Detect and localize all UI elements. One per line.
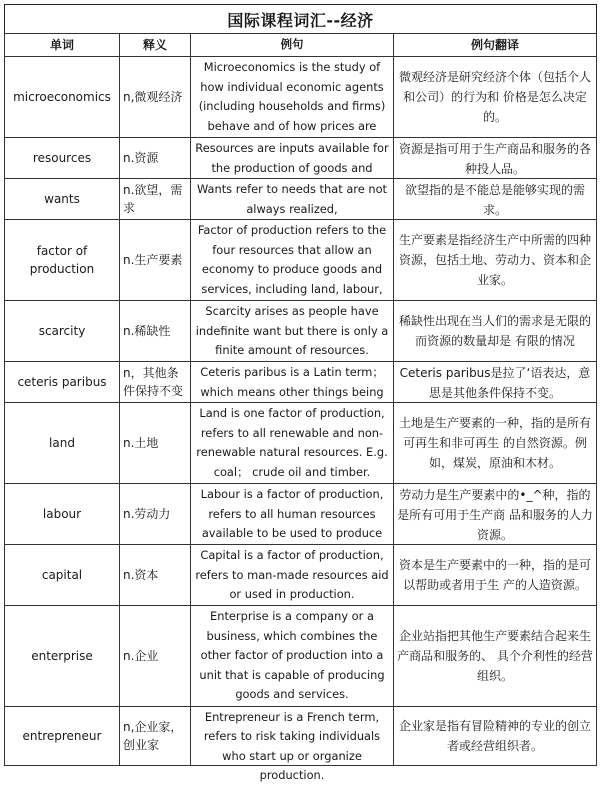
- definition-cell: [120, 403, 191, 484]
- header-translation: 例句翻译: [394, 34, 597, 57]
- table-row: [5, 606, 597, 707]
- table-row: [5, 484, 597, 545]
- translation-cell-text: Ceteris paribus是拉了‘语表达，意思是其他条件保持不变。: [399, 366, 591, 400]
- definition-cell: [120, 484, 191, 545]
- example-cell: [191, 606, 394, 707]
- definition-cell-text: n.资本: [123, 568, 159, 582]
- translation-cell-text: 资源是指可用于生产商品和服务的各种投人品。: [398, 142, 591, 176]
- example-cell: [191, 545, 394, 606]
- word-cell-text: wants: [44, 192, 80, 206]
- definition-cell-text: n.生产要素: [123, 253, 183, 267]
- word-cell: [5, 403, 120, 484]
- example-cell-text: Enterprise is a company or a business, which combines the other factor of production into a unit that is capable of producing goods and services.: [199, 609, 385, 701]
- table-row: [5, 545, 597, 606]
- translation-cell-text: 生产要素是指经济生产中所需的四种资源，包括土地、劳动力、资本和企业家。: [398, 233, 591, 287]
- translation-cell-text: 企业站指把其他生产要素结合起来生产商品和服务的、 具个介利性的经营组织。: [397, 628, 593, 683]
- translation-cell: [394, 138, 597, 179]
- example-cell: [191, 706, 394, 782]
- translation-cell-text: 资本是生产要素中的一种，指的是可以帮助或者用于生 产的人造资源。: [398, 558, 591, 592]
- definition-cell-text: n.资源: [123, 151, 159, 165]
- translation-cell: [394, 403, 597, 484]
- translation-cell: [394, 57, 597, 138]
- translation-cell-text: 土地是生产要素的一种，指的是所有可再生和非可再生 的自然资源。例如，煤炭，原油和木材。: [398, 416, 591, 470]
- example-cell-text: Entrepreneur is a French term, refers to risk taking individuals who start up or organize production.: [203, 709, 381, 782]
- example-cell-text: Wants refer to needs that are not always realized,: [196, 182, 388, 216]
- word-cell-text: ceteris paribus: [17, 375, 107, 389]
- header-word: 单词: [5, 34, 120, 57]
- table-row: [5, 220, 597, 301]
- example-cell: [191, 484, 394, 545]
- definition-cell: [120, 138, 191, 179]
- word-cell-text: microeconomics: [13, 90, 111, 104]
- example-cell-text: Ceteris paribus is a Latin term；which means other things being: [200, 365, 384, 399]
- table-body: [5, 57, 597, 782]
- definition-cell-text: n.稀缺性: [123, 324, 171, 338]
- word-cell: [5, 706, 120, 765]
- example-cell-text: Scarcity arises as people have indefinite want but there is only a finite amount of resources.: [195, 304, 389, 357]
- definition-cell: [120, 179, 191, 220]
- definition-cell-text: n.企业: [123, 648, 159, 663]
- word-cell-text: labour: [42, 507, 82, 521]
- table-header-row: [5, 34, 597, 57]
- translation-cell: [394, 179, 597, 220]
- word-cell-text: land: [49, 436, 75, 450]
- table-row: [5, 403, 597, 484]
- example-cell: [191, 301, 394, 362]
- word-cell: [5, 362, 120, 403]
- word-cell: [5, 301, 120, 362]
- word-cell-text: capital: [41, 568, 83, 582]
- definition-cell-text: n，其他条件保持不变: [123, 366, 184, 398]
- word-cell: [5, 138, 120, 179]
- table-row: [5, 138, 597, 179]
- definition-cell: [120, 606, 191, 707]
- example-cell-text: Land is one factor of production, refers to all renewable and non-renewable natural resources. E.g. coal； crude oil and timber.: [196, 406, 388, 479]
- definition-cell-text: n,企业家，创业家: [123, 719, 183, 752]
- example-cell-text: Resources are inputs available for the production of goods and: [195, 141, 389, 175]
- definition-cell: [120, 301, 191, 362]
- definition-cell-text: n,微观经济: [123, 90, 183, 104]
- translation-cell-text: 企业家是指有冒险精神的专业的创立者或经营组织者。: [398, 718, 591, 753]
- definition-cell: [120, 57, 191, 138]
- word-cell: [5, 545, 120, 606]
- example-cell: [191, 403, 394, 484]
- definition-cell: [120, 545, 191, 606]
- translation-cell-text: 微观经济是研究经济个体（包括个人和公司）的行为和 价格是怎么决定的。: [398, 70, 591, 124]
- definition-cell-text: n.劳动力: [123, 507, 171, 521]
- word-cell: [5, 57, 120, 138]
- word-cell: [5, 606, 120, 707]
- table-row: [5, 706, 597, 765]
- definition-cell: [120, 220, 191, 301]
- translation-cell: [394, 220, 597, 301]
- word-cell-text: scarcity: [38, 324, 86, 338]
- translation-cell-text: 劳动力是生产要素中的•_^种，指的是所有可用于生产商 品和服务的人力资源。: [397, 488, 593, 542]
- translation-cell: [394, 301, 597, 362]
- translation-cell: [394, 706, 597, 765]
- word-cell-text: entrepreneur: [22, 728, 102, 743]
- definition-cell-text: n.土地: [123, 436, 159, 450]
- word-cell-text: factor of production: [29, 244, 95, 276]
- example-cell: [191, 179, 394, 220]
- word-cell-text: resources: [32, 151, 92, 165]
- vocabulary-sheet: [4, 4, 597, 782]
- translation-cell: [394, 484, 597, 545]
- word-cell: [5, 220, 120, 301]
- translation-cell: [394, 545, 597, 606]
- table-row: [5, 57, 597, 138]
- example-cell-text: Factor of production refers to the four resources that allow an economy to produce goods and services, including land, labour,: [197, 223, 387, 296]
- table-row: [5, 362, 597, 403]
- example-cell: [191, 138, 394, 179]
- example-cell-text: Capital is a factor of production, refers to man-made resources aid or used in production.: [195, 548, 389, 601]
- translation-cell: [394, 362, 597, 403]
- definition-cell: [120, 706, 191, 765]
- table-row: [5, 179, 597, 220]
- sheet-title: 国际课程词汇--经济: [4, 4, 597, 33]
- word-cell: [5, 179, 120, 220]
- example-cell-text: Labour is a factor of production, refers to all human resources available to be used to produce: [200, 487, 384, 540]
- vocabulary-table: [4, 33, 597, 782]
- word-cell-text: enterprise: [31, 648, 93, 663]
- example-cell-text: Microeconomics is the study of how individual economic agents (including households and firms) behave and of how prices are: [198, 60, 386, 133]
- example-cell: [191, 57, 394, 138]
- translation-cell: [394, 606, 597, 707]
- translation-cell-text: 欲望指的是不能总是能够实现的需求。: [404, 183, 585, 217]
- header-example: 例句: [191, 34, 394, 57]
- table-row: [5, 301, 597, 362]
- example-cell: [191, 220, 394, 301]
- header-definition: 释义: [120, 34, 191, 57]
- definition-cell-text: n.欲望，需求: [123, 183, 183, 215]
- word-cell: [5, 484, 120, 545]
- translation-cell-text: 稀缺性出现在当人们的需求是无限的而资源的数量却是 有限的情况: [398, 314, 591, 348]
- definition-cell: [120, 362, 191, 403]
- example-cell: [191, 362, 394, 403]
